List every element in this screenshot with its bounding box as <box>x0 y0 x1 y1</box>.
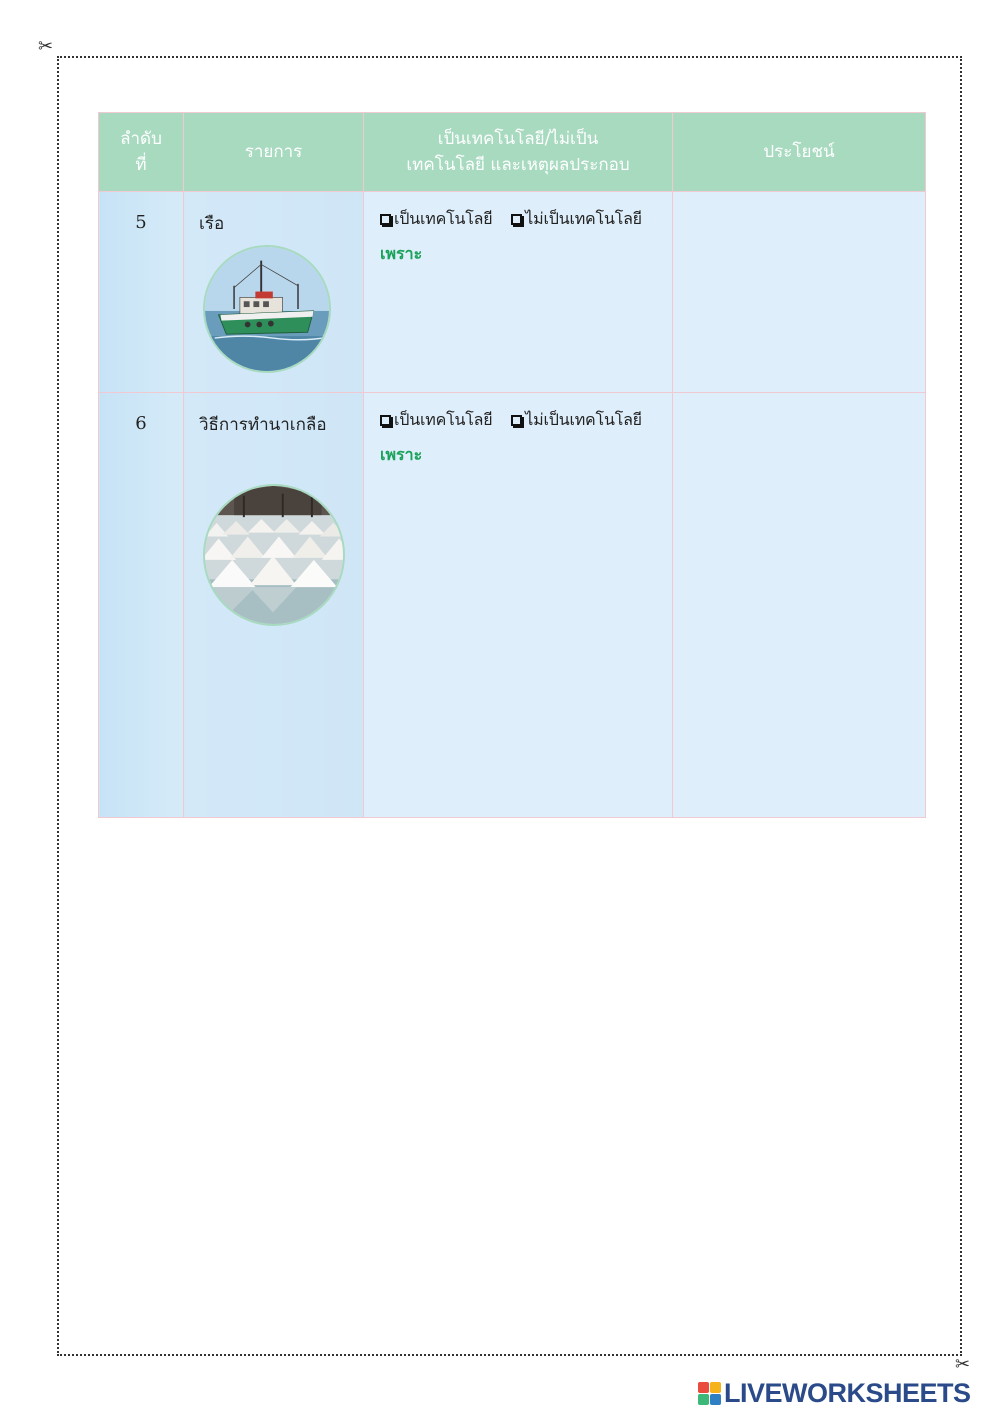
benefit-cell[interactable] <box>673 393 926 818</box>
worksheet-table <box>98 112 926 818</box>
benefit-cell[interactable] <box>673 192 926 393</box>
header-number: ลำดับ ที่ <box>99 113 184 192</box>
scissors-icon: ✂ <box>955 1354 971 1375</box>
checkbox-icon[interactable] <box>511 214 522 225</box>
item-cell <box>184 393 364 818</box>
scissors-icon: ✂ <box>38 36 54 57</box>
options-line <box>380 207 672 232</box>
salt-farm-illustration <box>205 486 343 624</box>
row-number: 6 <box>99 393 184 818</box>
logo-text: LIVEWORKSHEETS <box>724 1377 971 1408</box>
technology-cell <box>364 393 673 818</box>
row-number: 5 <box>99 192 184 393</box>
header-technology: เป็นเทคโนโลยี/ไม่เป็น เทคโนโลยี และเหตุผลประกอบ <box>364 113 673 192</box>
technology-cell <box>364 192 673 393</box>
options-line <box>380 408 672 433</box>
option-not-technology[interactable]: ไม่เป็นเทคโนโลยี <box>511 209 642 228</box>
item-label: วิธีการทำนาเกลือ <box>199 415 327 435</box>
checkbox-icon[interactable] <box>380 415 391 426</box>
item-cell <box>184 192 364 393</box>
because-label: เพราะ <box>380 445 423 464</box>
option-is-technology[interactable]: เป็นเทคโนโลยี <box>380 410 492 429</box>
option-not-technology[interactable]: ไม่เป็นเทคโนโลยี <box>511 410 642 429</box>
checkbox-icon[interactable] <box>511 415 522 426</box>
logo-mark-icon <box>698 1382 721 1405</box>
checkbox-icon[interactable] <box>380 214 391 225</box>
liveworksheets-logo <box>698 1378 971 1408</box>
header-item: รายการ <box>184 113 364 192</box>
because-label: เพราะ <box>380 244 423 263</box>
table-row <box>99 192 926 393</box>
salt-farm-photo <box>203 484 345 626</box>
item-label: เรือ <box>199 214 225 234</box>
fishing-boat-illustration <box>205 247 329 371</box>
fishing-boat-photo <box>203 245 331 373</box>
option-is-technology[interactable]: เป็นเทคโนโลยี <box>380 209 492 228</box>
table-row <box>99 393 926 818</box>
table-header-row <box>99 113 926 192</box>
header-benefit: ประโยชน์ <box>673 113 926 192</box>
